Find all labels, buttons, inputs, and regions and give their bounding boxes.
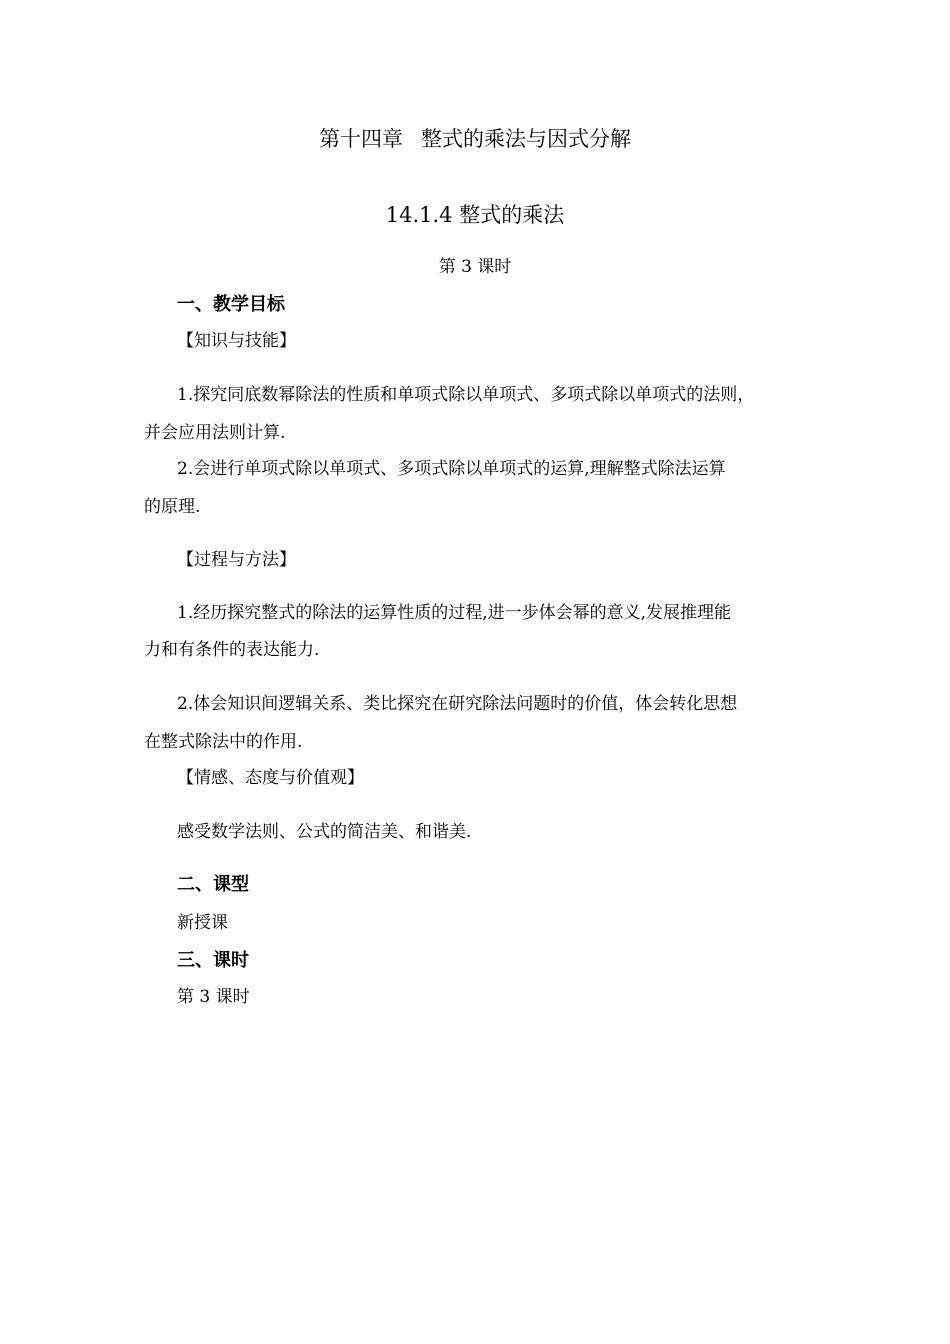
emotion-text: 感受数学法则、公式的简洁美、和谐美. xyxy=(177,822,472,842)
chapter-number: 第十四章 xyxy=(319,127,403,151)
process-heading: 【过程与方法】 xyxy=(177,550,296,570)
process-item-2-line-1: 2.体会知识间逻辑关系、类比探究在研究除法问题时的价值，体会转化思想 xyxy=(177,694,738,714)
lesson-period-heading: 三、课时 xyxy=(177,950,249,971)
knowledge-item-1-line-1: 1.探究同底数幂除法的性质和单项式除以单项式、多项式除以单项式的法则， xyxy=(177,385,755,405)
lesson-period-text: 第 3 课时 xyxy=(177,987,250,1007)
process-item-2-line-2: 在整式除法中的作用. xyxy=(144,732,303,752)
knowledge-item-2-line-2: 的原理. xyxy=(144,497,201,517)
section-title: 14.1.4 整式的乘法 xyxy=(385,203,565,227)
chapter-title xyxy=(0,129,950,150)
knowledge-item-2-line-1: 2.会进行单项式除以单项式、多项式除以单项式的运算,理解整式除法运算 xyxy=(177,459,726,479)
lesson-type-text: 新授课 xyxy=(177,913,228,933)
objectives-heading: 一、教学目标 xyxy=(177,294,285,315)
emotion-heading: 【情感、态度与价值观】 xyxy=(177,768,364,788)
knowledge-item-1-line-2: 并会应用法则计算. xyxy=(144,423,286,443)
period-label: 第 3 课时 xyxy=(438,257,512,277)
knowledge-heading: 【知识与技能】 xyxy=(177,331,296,351)
chapter-name: 整式的乘法与因式分解 xyxy=(421,127,631,151)
process-item-1-line-2: 力和有条件的表达能力. xyxy=(144,640,320,660)
process-item-1-line-1: 1.经历探究整式的除法的运算性质的过程,进一步体会幂的意义,发展推理能 xyxy=(177,603,732,623)
lesson-type-heading: 二、课型 xyxy=(177,874,249,895)
